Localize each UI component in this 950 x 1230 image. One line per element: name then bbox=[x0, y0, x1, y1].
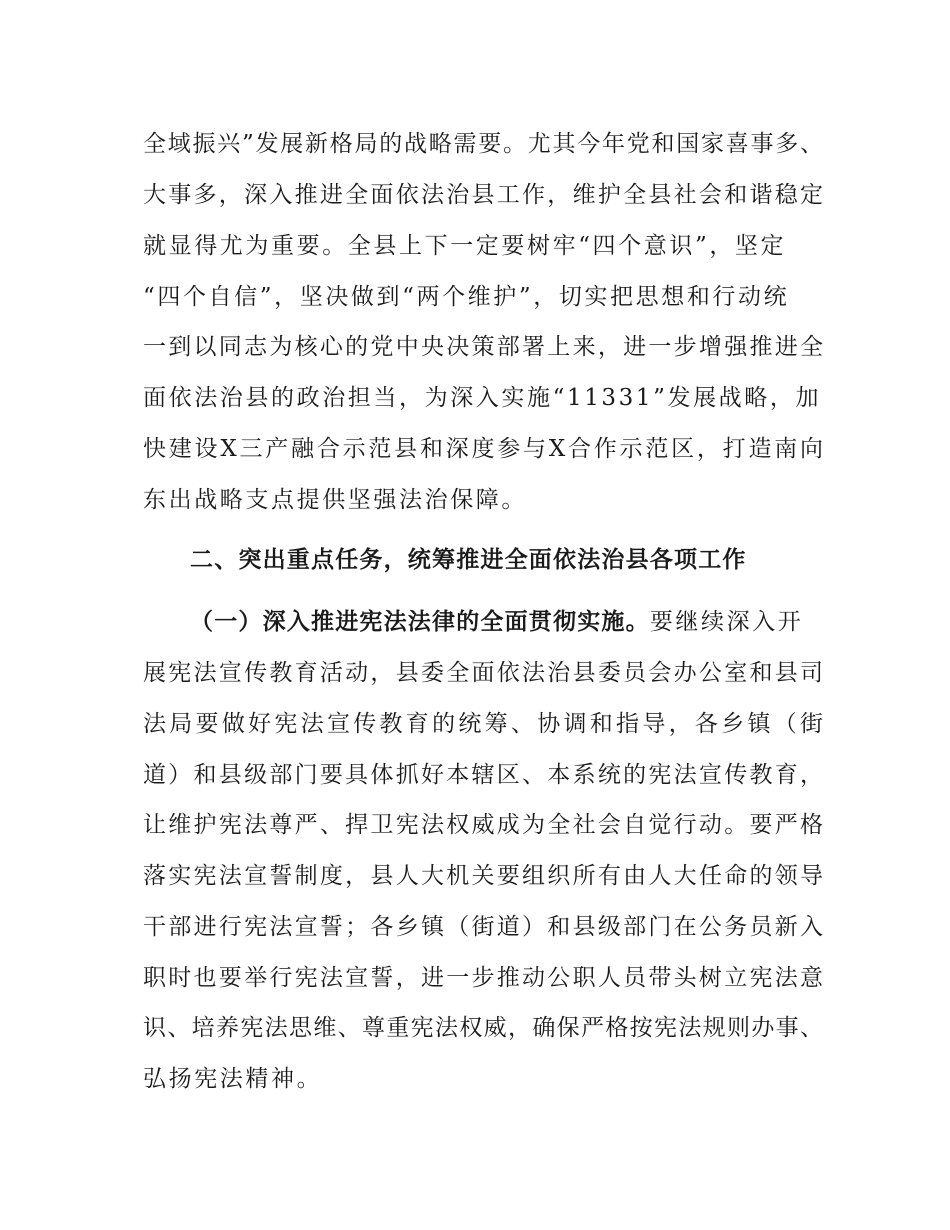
paragraph-line: 就显得尤为重要。全县上下一定要树牢“四个意识”，坚定 bbox=[143, 233, 787, 259]
paragraph-line: 让维护宪法尊严、捍卫宪法权威成为全社会自觉行动。要严格 bbox=[143, 812, 823, 838]
paragraph-lead-text: 要继续深入开 bbox=[649, 609, 804, 635]
paragraph-line: 职时也要举行宪法宣誓，进一步推动公职人员带头树立宪法意 bbox=[143, 965, 823, 991]
paragraph-line: “四个自信”，坚决做到“两个维护”，切实把思想和行动统 bbox=[143, 284, 790, 310]
paragraph-line: 全域振兴”发展新格局的战略需要。尤其今年党和国家喜事多、 bbox=[143, 131, 823, 157]
paragraph-line: 法局要做好宪法宣传教育的统筹、协调和指导，各乡镇（街 bbox=[143, 711, 823, 737]
paragraph-line: 面依法治县的政治担当，为深入实施“11331”发展战略，加 bbox=[143, 385, 822, 411]
paragraph-line: 干部进行宪法宣誓；各乡镇（街道）和县级部门在公务员新入 bbox=[143, 914, 823, 940]
section-heading: 二、突出重点任务，统筹推进全面依法治县各项工作 bbox=[190, 547, 747, 573]
paragraph-line: 一到以同志为核心的党中央决策部署上来，进一步增强推进全 bbox=[143, 334, 823, 360]
paragraph-lead-line bbox=[190, 606, 823, 638]
paragraph-line: 东出战略支点提供坚强法治保障。 bbox=[143, 487, 527, 513]
paragraph-line: 快建设X三产融合示范县和深度参与X合作示范区，打造南向 bbox=[143, 436, 823, 462]
paragraph-line: 展宪法宣传教育活动，县委全面依法治县委员会办公室和县司 bbox=[143, 660, 823, 686]
paragraph-line: 落实宪法宣誓制度，县人大机关要组织所有由人大任命的领导 bbox=[143, 863, 823, 889]
paragraph-line: 识、培养宪法思维、尊重宪法权威，确保严格按宪法规则办事、 bbox=[143, 1015, 823, 1041]
paragraph-line: 大事多，深入推进全面依法治县工作，维护全县社会和谐稳定 bbox=[143, 182, 823, 208]
paragraph-line: 弘扬宪法精神。 bbox=[143, 1066, 323, 1092]
subsection-heading: （一）深入推进宪法法律的全面贯彻实施。 bbox=[190, 609, 650, 635]
paragraph-line: 道）和县级部门要具体抓好本辖区、本系统的宪法宣传教育， bbox=[143, 762, 823, 788]
